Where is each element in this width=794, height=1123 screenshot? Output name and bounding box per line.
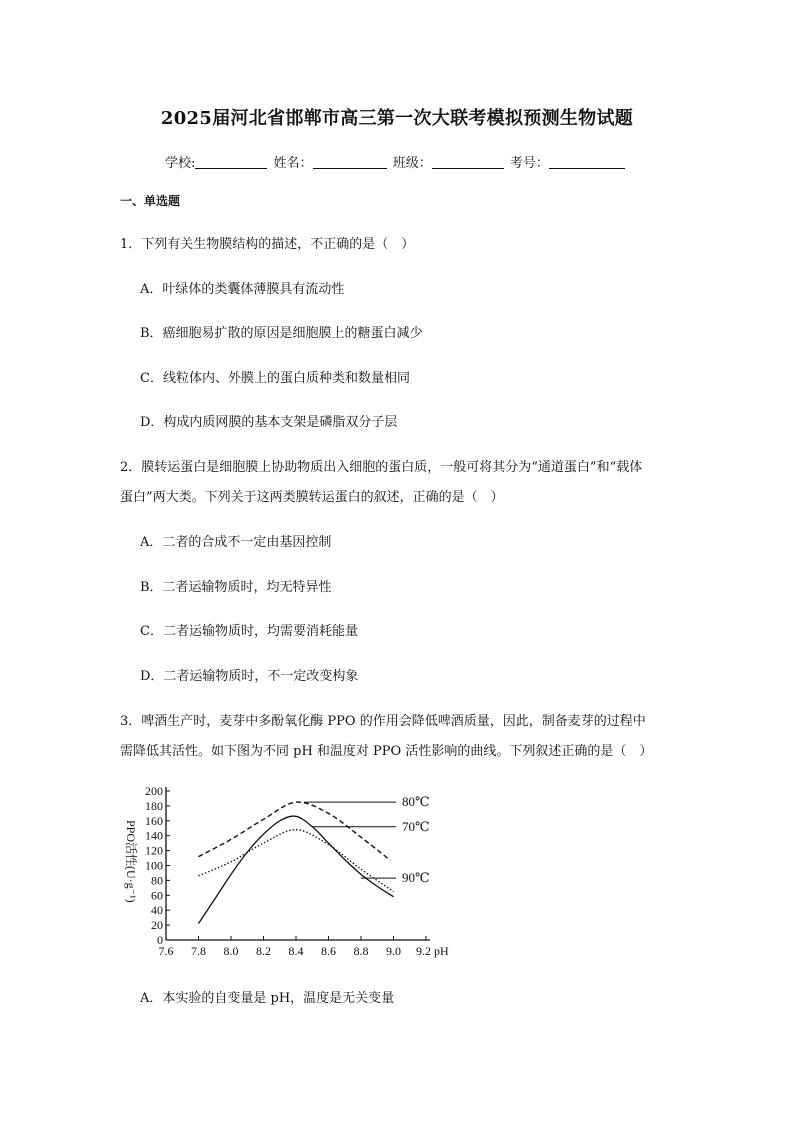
question-3-option-a: A．本实验的自变量是 pH，温度是无关变量 — [140, 991, 395, 1006]
school-blank — [195, 154, 267, 169]
class-label: 班级： — [392, 156, 432, 171]
question-2-stem-line-2: 蛋白”两大类。下列关于这两类膜转运蛋白的叙述，正确的是（ ） — [120, 490, 504, 505]
question-2-option-c: C．二者运输物质时，均需要消耗能量 — [140, 624, 358, 639]
student-info-fields — [165, 152, 627, 171]
ppo-activity-chart — [118, 778, 458, 962]
question-1-option-b: B．癌细胞易扩散的原因是细胞膜上的糖蛋白减少 — [140, 326, 423, 341]
question-1-option-d: D．构成内质网膜的基本支架是磷脂双分子层 — [140, 415, 398, 430]
x-tick-label: 8.0 — [223, 944, 239, 958]
question-3-stem-line-1: 3．啤酒生产时，麦芽中多酚氧化酶 PPO 的作用会降低啤酒质量，因此，制备麦芽的过程中 — [120, 714, 646, 729]
x-tick-label: 8.4 — [288, 944, 304, 958]
class-blank — [432, 154, 504, 169]
y-tick-label: 120 — [145, 843, 163, 858]
x-tick-label: 8.6 — [321, 944, 336, 958]
x-tick-label: 7.8 — [191, 944, 206, 958]
question-1-option-c: C．线粒体内、外膜上的蛋白质种类和数量相同 — [140, 371, 410, 386]
y-tick-label: 160 — [145, 813, 163, 828]
series-label: 90℃ — [402, 870, 430, 886]
school-label: 学校: — [165, 156, 196, 171]
series-line-2 — [199, 830, 394, 892]
y-tick-label: 100 — [145, 858, 163, 873]
name-label: 姓名： — [273, 156, 313, 171]
exam-number-label: 考号： — [509, 156, 549, 171]
exam-number-blank — [549, 154, 625, 169]
y-tick-label: 80 — [151, 873, 163, 888]
x-tick-label: 9.2 pH — [416, 944, 449, 958]
series-line-1 — [199, 816, 394, 924]
question-1-stem: 1．下列有关生物膜结构的描述，不正确的是（ ） — [120, 237, 415, 252]
name-blank — [313, 154, 387, 169]
y-tick-label: 180 — [145, 798, 163, 813]
x-tick-label: 9.0 — [386, 944, 401, 958]
question-3-stem-line-2: 需降低其活性。如下图为不同 pH 和温度对 PPO 活性影响的曲线。下列叙述正确的是（ ） — [120, 744, 653, 759]
series-label: 70℃ — [402, 818, 430, 834]
x-tick-label: 8.2 — [256, 944, 271, 958]
question-2-stem-line-1: 2．膜转运蛋白是细胞膜上协助物质出入细胞的蛋白质，一般可将其分为“通道蛋白”和“载体 — [120, 460, 643, 475]
y-tick-label: 40 — [151, 903, 163, 918]
series-line-0 — [199, 802, 391, 860]
x-tick-label: 7.6 — [158, 944, 174, 958]
y-axis-label: PPO活性(U·g⁻¹) — [124, 820, 138, 903]
x-tick-label: 8.8 — [353, 944, 369, 958]
question-2-option-d: D．二者运输物质时，不一定改变构象 — [140, 669, 359, 684]
y-tick-label: 20 — [151, 918, 163, 933]
question-2-option-b: B．二者运输物质时，均无特异性 — [140, 580, 332, 595]
page-title: 2025届河北省邯郸市高三第一次大联考模拟预测生物试题 — [160, 108, 634, 129]
series-label: 80℃ — [402, 794, 430, 810]
question-2-option-a: A．二者的合成不一定由基因控制 — [140, 535, 332, 550]
y-tick-label: 60 — [151, 888, 163, 903]
y-tick-label: 200 — [145, 784, 163, 798]
question-1-option-a: A．叶绿体的类囊体薄膜具有流动性 — [140, 282, 345, 297]
y-tick-label: 0 — [157, 933, 163, 947]
y-tick-label: 140 — [145, 828, 163, 843]
section-heading: 一、单选题 — [120, 194, 181, 208]
